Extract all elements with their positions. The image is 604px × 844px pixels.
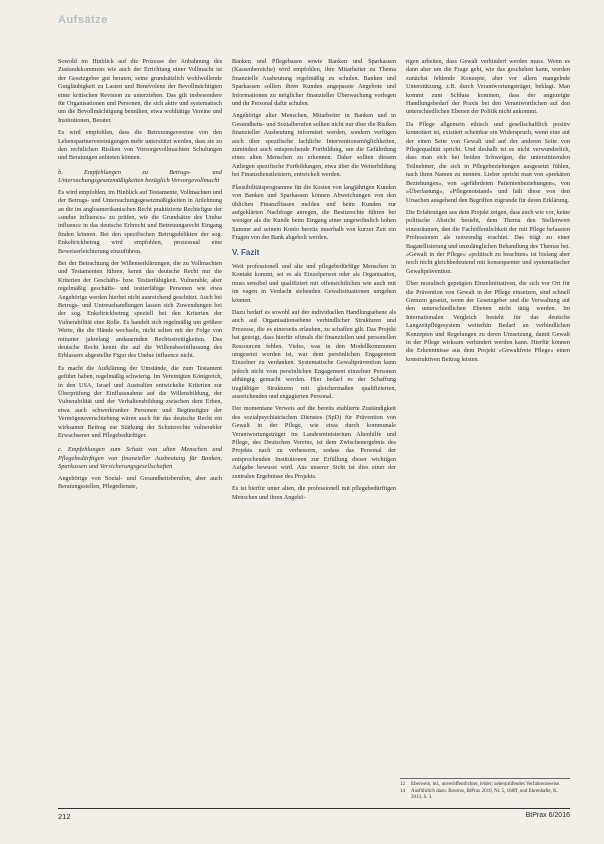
footnotes — [400, 778, 570, 802]
section-heading: b. Empfehlungen zu Betrugs- und Untersuchungsgesetzmäßigkeiten bezüglich Vorsorgevollmacht — [58, 168, 222, 185]
paragraph: Es macht die Aufklärung der Umstände, die zum Testament geführt haben, regelmäßig schwierig. Im Vereinigten Königreich, in den USA, Israel und Australien entwickelte Kriterien zur Überprüfung der Einflussnahme auf die Willensbildung, der Vulnerabilität und der Verhaltensbildung zwischen dem Erben, etwa auch schwerkranker Personen und Begünstigter der Vermögensverschiebung wären auch für das deutsche Recht ein wirksamer Beitrag zur Stärkung der Schutzrechte vulnerabler Erwachsener und Pflegebedürftiger. — [58, 364, 222, 440]
paragraph: rigen arbeiten, dass Gewalt verhindert werden muss. Wenn es dann aber um die Frage geht, wie das geschehen kann, werden zunächst fehlende Konzepte, aber vor allem mangelnde Unterstützung, z.B. durch Verantwortungsträger, beklagt. Man kommt zum Schluss kommen, dass der angezeigte Handlungsbedarf der Praxis bei den Verantwortlichen auf den unterschiedlichen Ebenen der Politik nicht ankommt. — [406, 58, 570, 116]
column-1 — [58, 58, 222, 778]
section-heading: c. Empfehlungen zum Schutz von alten Menschen und Pflegebedürftigen von finanzieller Ausbeutung für Banken, Sparkassen und Versicherungsgesellschaften — [58, 446, 222, 471]
column-2 — [232, 58, 396, 778]
paragraph: Weit professionell und alte und pflegebedürftige Menschen in Kontakt kommt, sei es als Einzelperson oder als Organisation, muss sensibel und qualifiziert mit offensichtlichen wie auch mit im vagen in Verdacht stehenden Gewaltsituationen umgehen können. — [232, 262, 396, 304]
footer-rule — [58, 808, 570, 809]
column-3 — [406, 58, 570, 778]
section-label: Aufsätze — [58, 14, 108, 26]
paragraph: Es wird empfohlen, im Hinblick auf Testamente, Vollmachten und der Betrugs- und Untersuchungsgesetzmäßigkeiten in Anlehnung an die im angloamerikanischen Recht praktizierte Rechtsfigur der »undue influence« zu prüfen, wie die Grundsätze des Undue influence in das deutsche Erbrecht und Betreuungsrecht Eingang finden können. Bei den spezifischen Betrugsdelikten der sog. Enkeltrickbetrug wird empfohlen, prozessual eine Beweiserleichterung einzuführen. — [58, 188, 222, 255]
paragraph: Es ist hierfür unter alten, die professionell mit pflegebedürftigen Menschen und ihren Angehö- — [232, 485, 396, 501]
paragraph: Sowohl im Hinblick auf die Prozesse der Anbahnung des Zustandekommens wie auch der Errichtung einer Vollmacht ist der Gesetzgeber gut beraten, seine grundsätzlich wohlwollende Gutgläubigkeit zu Lasten und Benevolenz der Bevollmächtigten einer kritischen Revision zu unterziehen. Das gilt insbesondere für Organisationen und Personen, die sich aktiv und systematisch um die Bevollmächtigung bemühen, etwa wohltätige Vereine und Institutionen, Berater. — [58, 58, 222, 124]
footnote — [400, 789, 570, 802]
footnote-text: Ausführlich dazu: Boutros, BtPrax 2016, Nr. 5, 168ff, und Ehrenhafte, K. 2013, S. 3. — [411, 788, 558, 801]
section-heading: V. Fazit — [232, 247, 260, 257]
footnote-text: Eberwein, ml., unveröffentlichter, leider; ueberprüfendes Verfahrensweise. — [411, 782, 561, 787]
paragraph: Angehörige alter Menschen, Mitarbeiter in Banken und in Gesundheits- und Sozialberufen sollten nicht nur über die Risiken finanzieller Ausbeutung informiert werden, sondern verfügen auch über spezifische fachliche Interventionsmöglichkeiten, zumindest auch entsprechende Fortbildung, um die Gefährdung eines alten Menschen zu erkennen. Daher sollten diesem Anliegen spezifische Fortbildungen, etwa über die Weiterbildung bei Finanzdienstleistern, entwickelt werden. — [232, 112, 396, 179]
paragraph: Es wird empfohlen, dass die Betreuungsvereine von den Lebenspartnervereinigungen mehr unterstützt werden, dass sie zu den rechtlichen Risiken von Vorsorgevollmachten Schulungen und Beratungen anbieten können. — [58, 129, 222, 162]
paragraph: Bei der Betrachtung der Willenserklärungen, die zu Vollmachten und Testamenten führen, kennt das deutsche Recht nur die Kriterien der Geschäfts- bzw. Testierfähigkeit. Vulnerable, aber regelmäßig geschäfts- und testierfähige Personen wie etwa Angehörige werden hierbei nicht ausreichend geschützt. Auch bei Betrugs- und Untreuehandlungen lassen sich Zuwendungen bei der sog. Enkeltrickbetrug speziell bei den Kriterien der Vulnerabilität eine Rolle. Es handelt sich regelmäßig um größere Werte, die die Hände wechseln, nicht selten mit der Folge von mitunter jahrelang andauernden Rechtsstreitigkeiten. Das deutsche Recht kennt die auf die Willensbeeinflussung des Erblassers abgestellte Figur des Undue influence nicht. — [58, 259, 222, 360]
paragraph: Angehörige von Sozial- und Gesundheitsberufen, aber auch Beratungsstellen, Pflegedienste, — [58, 474, 222, 491]
footnote — [400, 782, 570, 789]
paragraph: Da Pflege allgemein ethisch und gesellschaftlich positiv konnotiert ist, existiert scheinbar ein Widerspruch, wenn eine auf der einen Seite von Gewalt und auf der anderen Seite von Pflegequalität spricht. Und deshalb ist es nicht verwunderlich, dass man sich bei beiden Schweigen, die unterstützenden Teilnehmer, die sich in Pflegebeziehungen ausgesetzt fühlen, nach ihren Namen zu nennen. Lieber spricht man von »prekären Beziehungen«, von »gefährdeten Patientenbeziehungen«, von »Überlastung«, »Pflegenotstand« und hält diese von den Ursachen ausgehend den Begriffen zugrunde für deren Erklärung. — [406, 120, 570, 204]
paragraph: Dazu bedarf es sowohl auf der individuellen Handlungsebene als auch auf Organisationsebene verbindlicher Strukturen und Prozesse, die es einerseits erlauben, zu schaffen gilt. Das Projekt hat gezeigt, dass hierfür oftmals die finanziellen und personellen Ressourcen fehlen. Vieles, was in den Modellkommunen umgesetzt worden ist, war dem persönlichen Engagement Einzelner zu verdanken. Systematische Gewaltprävention kann jedoch nicht vom persönlichen Engagement einzelner Personen abhängig gemacht werden. Hier bedarf es der Schaffung tragfähiger Strukturen mit gleichermaßen qualifizierten, ausreichenden und engagierten Personal. — [232, 308, 396, 401]
article-columns — [58, 58, 570, 778]
paragraph: Über moralisch geprägten Einzelinitiativen, die sich vor Ort für die Prävention von Gewalt in der Pflege einsetzen, sind schnell Grenzen gesetzt, wenn der Gesetzgeber und die Verwaltung auf den unterschiedlichen Ebenen nicht tätig werden. Im Internationalen Vergleich besteht für das deutsche Langzeitpflegesystem weiterhin Bedarf an verbindlichen Konzepten und Regelungen zu deren Umsetzung, damit Gewalt in der Pflege wirksam verhindert werden kann. Hierfür können die Erkenntnisse aus dem Projekt »Gewaltfreie Pflege« einen konstruktiven Beitrag leisten. — [406, 280, 570, 363]
paragraph: Der momentane Verweis auf die bereits etablierte Zuständigkeit des sozialpsychiatrischen Dienstes (SpD) für Prävention von Gewalt in der Pflege, wie etwa durch kommunale Verantwortungsträger im Landesministerium Altenhilfe und Pflege, des Deutschen Vereins, ist dem Zwischenergebnis des Projekts nach zu verbessern, sodass das Personal der entsprechenden Institutionen zur Erfüllung dieser wichtigen Aufgabe bewusst wird. Aus unserer Sicht ist dies einer der zentralen Ergebnisse des Projekts. — [232, 405, 396, 480]
journal-name: BtPrax 6/2016 — [525, 812, 570, 819]
paragraph: Die Erfahrungen aus dem Projekt zeigen, dass auch wie vor, keine politische Absicht besteht, dem Thema den Stellenwert einzuräumen, den die Fachöffentlichkeit der mit Pflege befassten Professionen als notwendig erachtet. Das trägt zu einer Bagatellisierung und unzulänglichen Behandlung des Themas bei. »Gewalt in der Pflege« »politisch zu beachten« ist bislang aber noch nicht gleichbedeutend mit konsequenter und systematischer Gewaltprävention. — [406, 208, 570, 275]
footnote-number: 12 — [400, 782, 405, 787]
paragraph: Banken und Pflegebasen sowie Banken und Sparkassen (Kassenbereiche) wird empfohlen, ihre Mitarbeiter zu Thema finanzielle Ausbeutung regelmäßig zu schulen. Banken und Sparkassen sollten ihren Kunden angepasste Angebote und Informationen zu möglicher finanzieller Überwachung vorlegen und ihr Personal dafür schulen. — [232, 58, 396, 108]
page-number: 212 — [58, 812, 71, 821]
footnote-number: 14 — [400, 788, 405, 794]
paragraph: Plausibilitätsprogramme für die Kosten von langjährigen Kunden von Banken und Sparkassen können Abweichungen von den üblichen Finanzflüssen melden und beim Kunden zur aufgeklärten Nachfrage anregen, die Besitzrechte führen bei weniger als die Kunde beim Eingang einer ungewöhnlich hohen Summe auf seinem Konto bereits innerhalb von kurzer Zeit ein Fragen von der Bank abgeholt werden. — [232, 183, 396, 242]
